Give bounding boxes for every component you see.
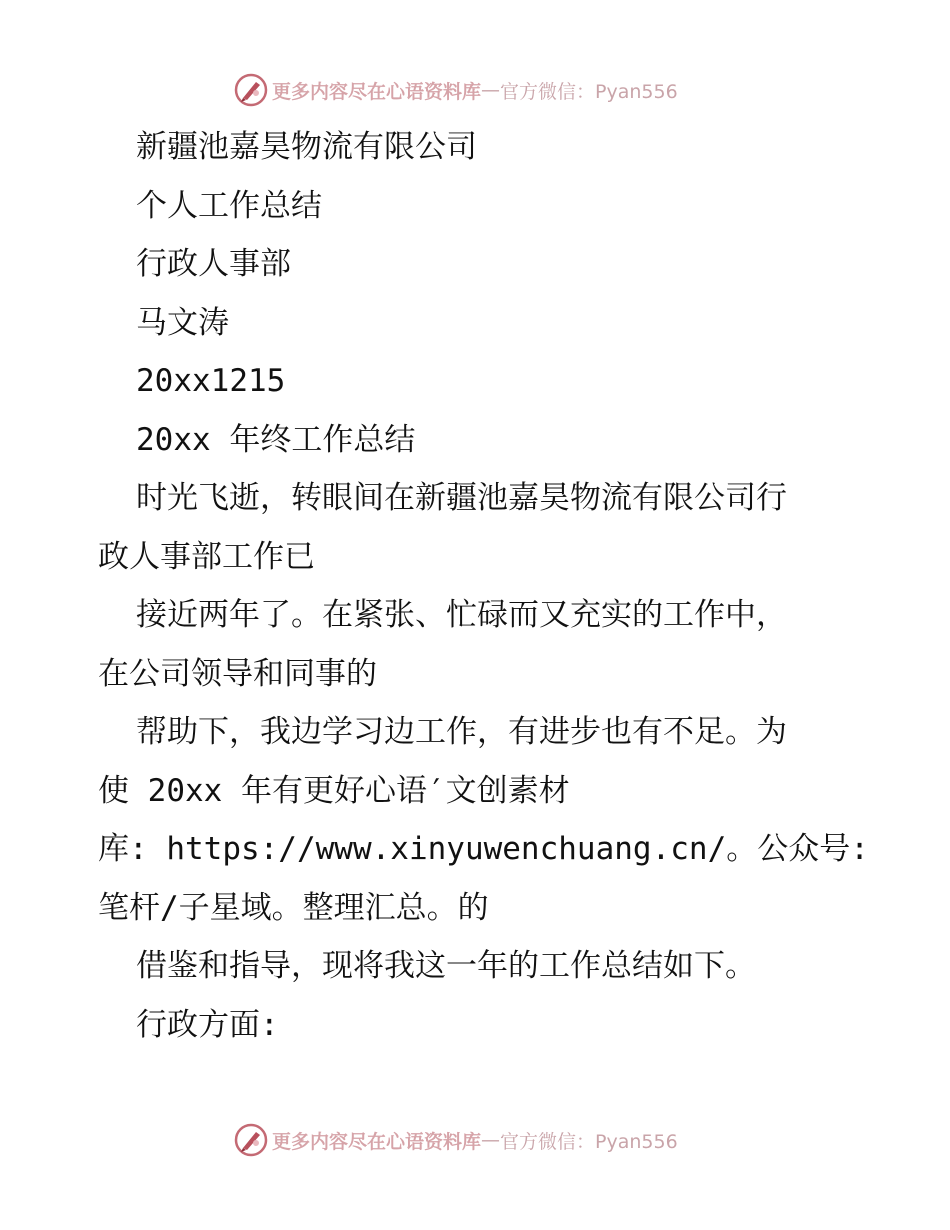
paragraph-line: 库: https://www.xinyuwenchuang.cn/。公众号:	[98, 831, 869, 867]
quill-pen-circle-icon	[234, 1123, 268, 1157]
paragraph-line: 政人事部工作已	[98, 538, 315, 575]
watermark-dash: —	[481, 79, 501, 101]
author-line: 马文涛	[136, 304, 229, 341]
quill-pen-circle-icon	[234, 73, 268, 107]
watermark-dash: —	[481, 1129, 501, 1151]
watermark-suffix: 官方微信：Pyan556	[500, 80, 678, 103]
paragraph-line: 借鉴和指导，现将我这一年的工作总结如下。	[136, 948, 756, 984]
date-line: 20xx1215	[136, 363, 286, 399]
company-name-line: 新疆池嘉昊物流有限公司	[136, 129, 477, 165]
paragraph-line: 时光飞逝，转眼间在新疆池嘉昊物流有限公司行	[136, 480, 787, 516]
paragraph-line: 在公司领导和同事的	[98, 655, 377, 692]
subheading-line: 行政方面:	[136, 1006, 279, 1043]
document-body	[98, 118, 869, 1054]
department-line: 行政人事部	[136, 246, 291, 282]
paragraph-line: 接近两年了。在紧张、忙碌而又充实的工作中，	[136, 597, 787, 633]
watermark-main-text: 更多内容尽在心语资料库	[272, 1130, 482, 1153]
watermark-banner-top	[234, 72, 678, 108]
section-title-line: 20xx 年终工作总结	[136, 421, 416, 458]
paragraph-line: 帮助下，我边学习边工作，有进步也有不足。为	[136, 714, 787, 750]
watermark-main-text: 更多内容尽在心语资料库	[272, 80, 482, 103]
watermark-banner-bottom	[234, 1122, 678, 1158]
paragraph-line: 笔杆/子星域。整理汇总。的	[98, 889, 489, 926]
paragraph-line: 使 20xx 年有更好心语′文创素材	[98, 772, 570, 809]
report-title-line: 个人工作总结	[136, 187, 322, 224]
watermark-suffix: 官方微信：Pyan556	[500, 1130, 678, 1153]
